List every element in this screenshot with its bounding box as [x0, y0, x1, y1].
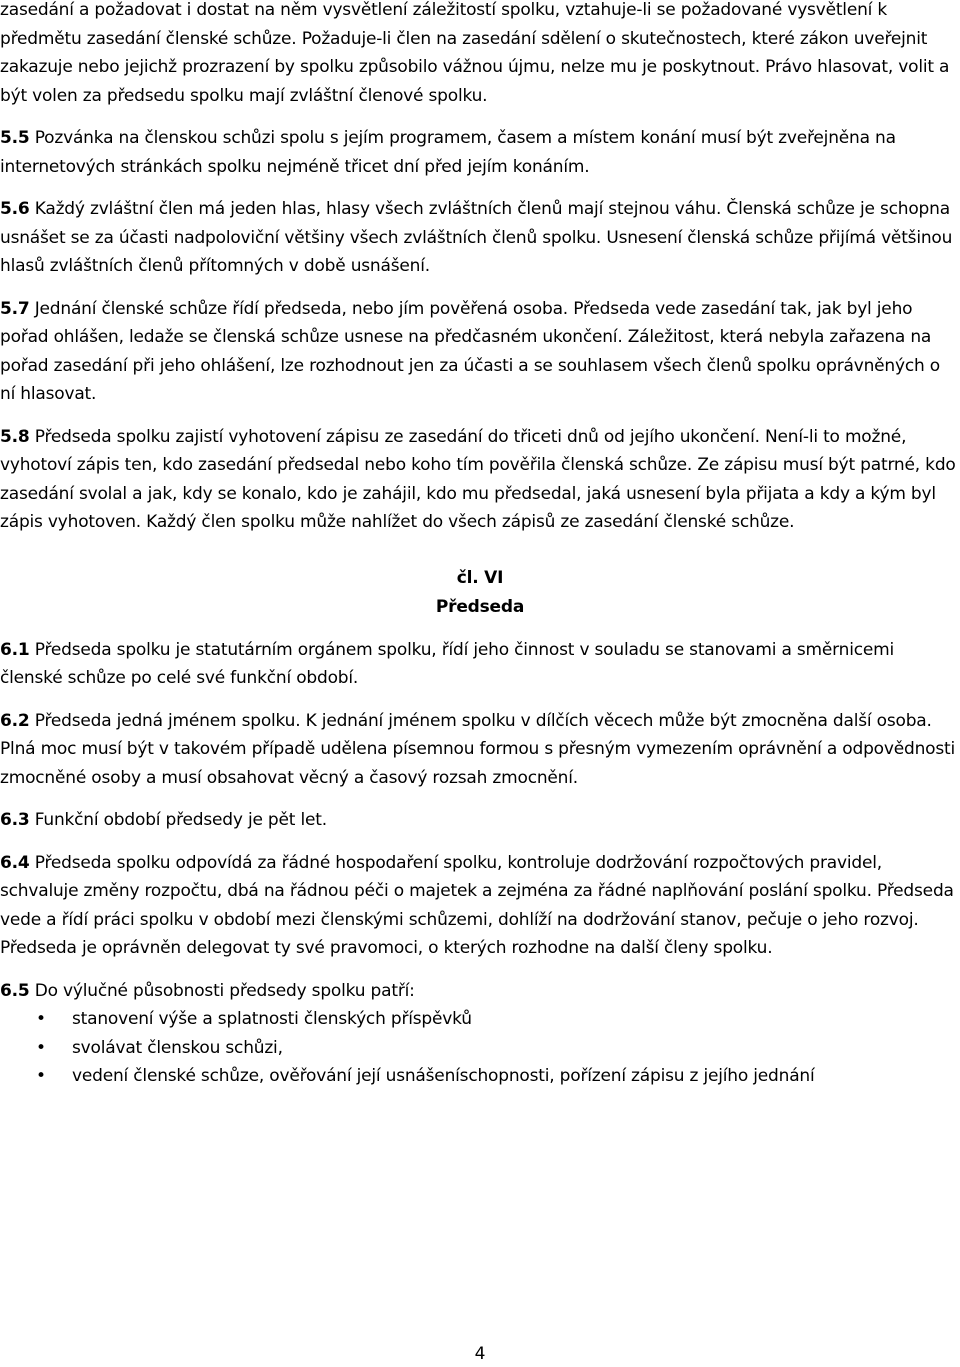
section-text: Každý zvláštní člen má jeden hlas, hlasy všech zvláštních členů mají stejnou váhu. Členská schůze je schopna usnášet se za účasti nadpoloviční většiny všech zvláštních členů spolku. Usnesení členská schůze přijímá většinou hlasů zvláštních členů přítomných v době usnášení.	[0, 199, 953, 276]
section-6-3	[0, 806, 960, 835]
section-number: 5.6	[0, 199, 30, 219]
section-number: 6.4	[0, 852, 30, 873]
article-number: čl. VI	[456, 567, 504, 588]
bullet-icon: •	[36, 1009, 46, 1029]
section-6-2	[0, 707, 960, 793]
duties-list	[0, 1005, 960, 1091]
section-number: 6.3	[0, 810, 30, 830]
section-6-1	[0, 636, 960, 693]
section-6-4	[0, 849, 960, 963]
section-number: 6.5	[0, 980, 30, 1001]
section-text: Předseda spolku odpovídá za řádné hospodaření spolku, kontroluje dodržování rozpočtových pravidel, schvaluje změny rozpočtu, dbá na řádnou péči o majetek a zejména za řádné naplňování poslání spolku. Předseda vede a řídí práci spolku v období mezi členskými schůzemi, dohlíží na dodržování stanov, pečuje o jeho rozvoj. Předseda je oprávněn delegovat ty své pravomoci, o kterých rozhodne na další členy spolku.	[0, 852, 954, 958]
bullet-icon: •	[36, 1066, 46, 1086]
section-6-5	[0, 977, 960, 1006]
list-item-text: vedení členské schůze, ověřování její usnášeníschopnosti, pořízení zápisu z jejího jednání	[72, 1066, 815, 1086]
section-number: 6.2	[0, 710, 30, 731]
list-item	[0, 1062, 960, 1091]
section-text: Do výlučné působnosti předsedy spolku patří:	[29, 980, 415, 1001]
section-text: Jednání členské schůze řídí předseda, nebo jím pověřená osoba. Předseda vede zasedání tak, jak byl jeho pořad ohlášen, ledaže se členská schůze usnese na předčasném ukončení. Záležitost, která nebyla zařazena na pořad zasedání při jeho ohlášení, lze rozhodnout jen za účasti a se souhlasem všech členů spolku oprávněných o ní hlasovat.	[0, 298, 940, 404]
list-item	[0, 1034, 960, 1063]
section-text: Předseda spolku je statutárním orgánem spolku, řídí jeho činnost v souladu se stanovami a směrnicemi členské schůze po celé své funkční období.	[0, 639, 895, 688]
list-item	[0, 1005, 960, 1034]
section-5-7	[0, 295, 960, 409]
section-number: 5.7	[0, 298, 30, 319]
section-5-5	[0, 124, 960, 181]
article-title: Předseda	[435, 596, 525, 617]
section-number: 5.8	[0, 426, 30, 447]
article-heading	[0, 564, 960, 622]
section-text: Funkční období předsedy je pět let.	[29, 810, 327, 830]
section-5-8	[0, 423, 960, 537]
section-text: Předseda jedná jménem spolku. K jednání jménem spolku v dílčích věcech může být zmocněna další osoba. Plná moc musí být v takovém případě udělena písemnou formou s přesným vymezením oprávnění a odpovědnosti zmocněné osoby a musí obsahovat věcný a časový rozsah zmocnění.	[0, 710, 956, 788]
list-item-text: svolávat členskou schůzi,	[72, 1037, 283, 1058]
list-item-text: stanovení výše a splatnosti členských příspěvků	[72, 1009, 472, 1029]
page-number: 4	[474, 1344, 486, 1364]
section-5-6	[0, 195, 960, 281]
intro-paragraph: zasedání a požadovat i dostat na něm vysvětlení záležitostí spolku, vztahuje-li se požadované vysvětlení k předmětu zasedání členské schůze. Požaduje-li člen na zasedání sdělení o skutečnostech, které zákon uveřejnit zakazuje nebo jejichž prozrazení by spolku způsobilo vážnou újmu, nelze mu je poskytnout. Právo hlasovat, volit a být volen za předsedu spolku mají zvláštní členové spolku.	[0, 0, 950, 106]
section-number: 6.1	[0, 639, 30, 660]
section-text: Pozvánka na členskou schůzi spolu s jejím programem, časem a místem konání musí být zveřejněna na internetových stránkách spolku nejméně třicet dní před jejím konáním.	[0, 128, 896, 177]
section-number: 5.5	[0, 128, 30, 148]
section-text: Předseda spolku zajistí vyhotovení zápisu ze zasedání do třiceti dnů od jejího ukončení. Není-li to možné, vyhotoví zápis ten, kdo zasedání předsedal nebo koho tím pověřila členská schůze. Ze zápisu musí být patrné, kdo zasedání svolal a jak, kdy se konalo, kdo je zahájil, kdo mu předsedal, jaká usnesení byla přijata a kdy a kým byl zápis vyhotoven. Každý člen spolku může nahlížet do všech zápisů ze zasedání členské schůze.	[0, 426, 956, 532]
bullet-icon: •	[36, 1037, 46, 1058]
